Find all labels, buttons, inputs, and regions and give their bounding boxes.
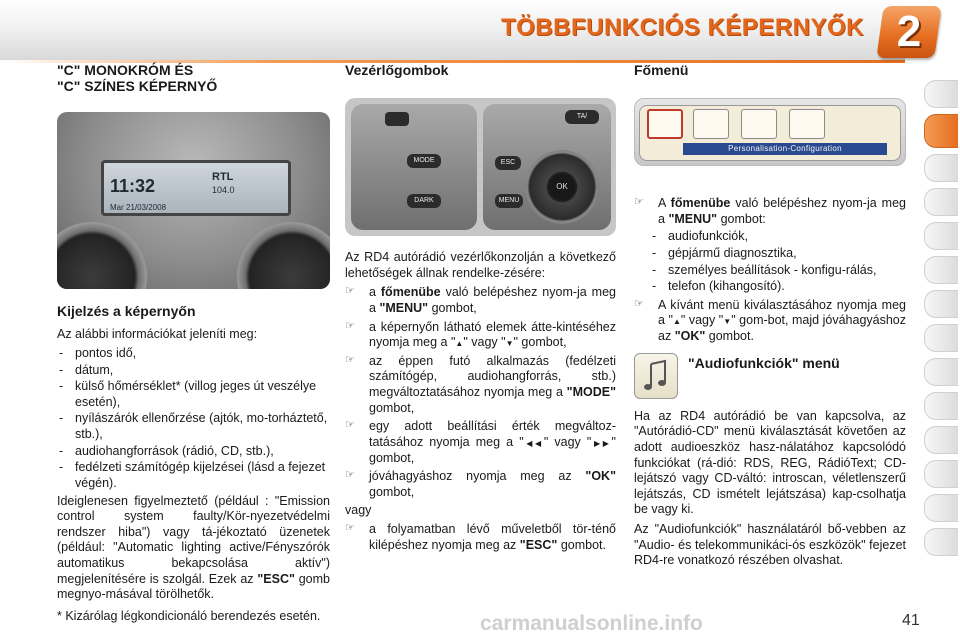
list-item [345,285,616,316]
multifunction-screen [101,160,291,216]
page-number: 41 [902,612,920,629]
text: " vagy " [680,313,724,328]
section-heading-controls: Vezérlőgombok [345,62,449,78]
bold-text: főmenübe [670,196,731,211]
pointing-hand-icon: ☞ [345,419,355,432]
main-menu-list [634,196,906,345]
pointing-hand-icon: ☞ [634,297,644,310]
text: a folyamatban lévő műveletből tör-ténő kilépéshez nyomja meg az [369,522,616,552]
chapter-tab[interactable] [924,154,958,182]
chapter-tab[interactable] [924,290,958,318]
chapter-tab[interactable] [924,460,958,488]
down-arrow-icon: ▼ [723,317,732,327]
heading-line-2: "C" SZÍNES KÉPERNYŐ [57,78,218,95]
air-vent-left [57,222,147,289]
text: az éppen futó alkalmazás (fedélzeti számítógép, audiohangforrás, stb.) megváltoztatásához nyomja meg a [369,353,616,400]
list-item [345,419,616,466]
rewind-icon: ◀◀ [523,438,544,448]
subheading-display: Kijelzés a képernyőn [57,303,196,320]
list-item: - audiohangforrások (rádió, CD, stb.), [57,444,330,460]
page-title: TÖBBFUNKCIÓS KÉPERNYŐK [500,14,864,41]
warning-paragraph [57,494,330,603]
music-note-icon [634,353,678,399]
chapter-number: 2 [896,7,922,56]
list-item [345,354,616,417]
bold-text: "MENU" [668,211,718,226]
mode-button: MODE [407,154,441,168]
list-item [634,196,906,295]
text: " vagy " [463,335,506,350]
list-item: - külső hőmérséklet* (villog jeges út veszélye esetén), [57,379,330,410]
sub-list-item: - telefon (kihangosító). [634,279,906,295]
screen-clock: 11:32 [110,176,156,197]
pointing-hand-icon: ☞ [345,285,355,298]
chapter-tab[interactable] [924,222,958,250]
audio-paragraph-2: Az "Audiofunkciók" használatáról bő-vebben az "Audio- és telekommunikáci-ós eszközök" fejezet RD4-re vonatkozó részében olvashat. [634,522,906,568]
esc-label: "ESC" [257,571,295,586]
text: gombot. [560,537,606,552]
list-item: - nyílászárók ellenőrzése (ajtók, mo-torháztető, stb.), [57,411,330,442]
list-item: - fedélzeti számítógép kijelzései (lásd a fejezet végén). [57,460,330,491]
text: való belépéshez nyom-ja meg a [369,285,616,315]
bold-text: "MENU" [379,300,429,315]
chapter-tab[interactable] [924,80,958,108]
bold-text: "OK" [585,469,616,484]
chapter-tab[interactable] [924,256,958,284]
sub-list-item: - audiofunkciók, [634,229,906,245]
fast-forward-icon: ▶▶ [591,438,612,448]
watermark: carmanualsonline.info [480,612,703,635]
bold-text: főmenübe [380,285,441,300]
chapter-tabs [924,80,960,620]
text: " gom-bot, majd jóváhagyáshoz az [658,313,907,344]
list-item [345,469,616,500]
text: " gombot, [369,434,616,465]
column-screen [57,62,330,628]
list-item [634,298,906,345]
personalisation-icon [741,109,777,139]
page-header [0,0,960,60]
controls-intro: Az RD4 autórádió vezérlőkonzolján a következő lehetőségek állnak rendelke-zésére: [345,250,616,280]
controls-list-escape [345,522,616,553]
chapter-tab[interactable] [924,494,958,522]
menu-button: MENU [495,194,523,208]
audio-menu-header [634,353,906,409]
pointing-hand-icon: ☞ [345,319,355,332]
list-item [345,522,616,553]
ta-button: TA/ [565,110,599,124]
sub-list-item: - személyes beállítások - konfigu-rálás, [634,263,906,279]
text: gombot. [708,329,754,344]
esc-button: ESC [495,156,521,170]
telephone-icon [789,109,825,139]
down-arrow-icon: ▼ [505,339,514,349]
ok-button: OK [549,174,575,200]
pointing-hand-icon: ☞ [345,522,355,535]
text: A kívánt menü kiválasztásához nyomja meg a " [658,297,906,328]
chapter-tab[interactable] [924,528,958,556]
text: A [658,196,666,211]
heading-line-1: "C" MONOKRÓM ÉS [57,62,194,78]
or-text: vagy [345,503,372,518]
list-item: - dátum, [57,363,330,379]
section-heading-main-menu: Főmenü [634,62,689,78]
text: " vagy " [543,434,592,449]
air-vent-right [237,222,330,289]
screen-date: Mar 21/03/2008 [110,203,167,213]
screen-station: RTL [212,171,234,184]
chapter-tab-active[interactable] [924,114,958,148]
dark-button: DARK [407,194,441,208]
bold-text: "ESC" [519,537,558,552]
audio-menu-heading: "Audiofunkciók" menü [688,354,840,371]
chapter-tab[interactable] [924,188,958,216]
chapter-tab[interactable] [924,324,958,352]
text: való belépéshez nyom-ja meg a [658,196,906,226]
menu-sub-list [658,229,906,295]
sub-list-item: - gépjármű diagnosztika, [634,246,906,262]
intro-text: Az alábbi információkat jeleníti meg: [57,327,258,342]
pointing-hand-icon: ☞ [345,469,355,482]
footnote: * Kizárólag légkondicionáló berendezés esetén. [57,608,321,623]
main-menu-screenshot [634,98,906,166]
up-arrow-icon: ▲ [672,317,681,327]
control-panel-photo [345,98,616,236]
chapter-tab[interactable] [924,426,958,454]
controls-list [345,285,616,500]
text: gombot: [720,211,766,226]
up-arrow-icon: ▲ [455,339,464,349]
bold-text: "OK" [674,329,706,344]
audio-functions-icon [647,109,683,139]
text: a [369,285,376,300]
display-items-list [57,346,330,492]
paragraph-text: Ideiglenesen figyelmeztető (például : "Emission control system faulty/Kör-nyezetvédelmi rendszer hiba") vagy tá-jékoztató üzenetek (például: "Automatic lighting active/Fényszórók automatikus bekapcsolása aktív") megjelenítésére is szolgál. Ezek az [57,493,330,586]
column-main-menu [634,62,906,572]
text: a képernyőn látható elemek átte-kintéséhez nyomja meg a " [369,319,616,350]
list-item [345,320,616,351]
paragraph-text-end: gomb megnyo-másával törölhetők. [57,571,331,602]
chapter-tab[interactable] [924,358,958,386]
section-heading-screen [57,62,330,94]
screen-frequency: 104.0 [212,185,235,196]
pointing-hand-icon: ☞ [345,353,355,366]
chapter-tab[interactable] [924,392,958,420]
text: " gombot, [513,335,567,350]
column-controls [345,62,616,556]
audio-paragraph-1: Ha az RD4 autórádió be van kapcsolva, az "Autórádió-CD" menü kiválasztását követően az adott audioeszköz hasz-nálatához kapcsolódó funkciókat (rá-dió: RDS, REG, RádióText; CD-lejátszó vagy CD-váltó: introscan, véletlenszerű lejátszás, CD ismételt lejátszása) kap-csolhatja be vagy ki. [634,408,906,517]
menu-selection-bar: Personalisation-Configuration [683,143,887,155]
text: gombot, [369,484,415,499]
text: egy adott beállítási érték megváltoz-tatásához nyomja meg a " [369,419,616,449]
display-photo [57,112,330,289]
list-item: - pontos idő, [57,346,330,362]
pointing-hand-icon: ☞ [634,196,644,209]
diagnostics-icon [693,109,729,139]
text: gombot, [431,300,477,315]
eject-icon [385,112,409,126]
bold-text: "MODE" [566,385,616,400]
text: gombot, [369,400,415,415]
text: jóváhagyáshoz nyomja meg az [369,469,572,484]
